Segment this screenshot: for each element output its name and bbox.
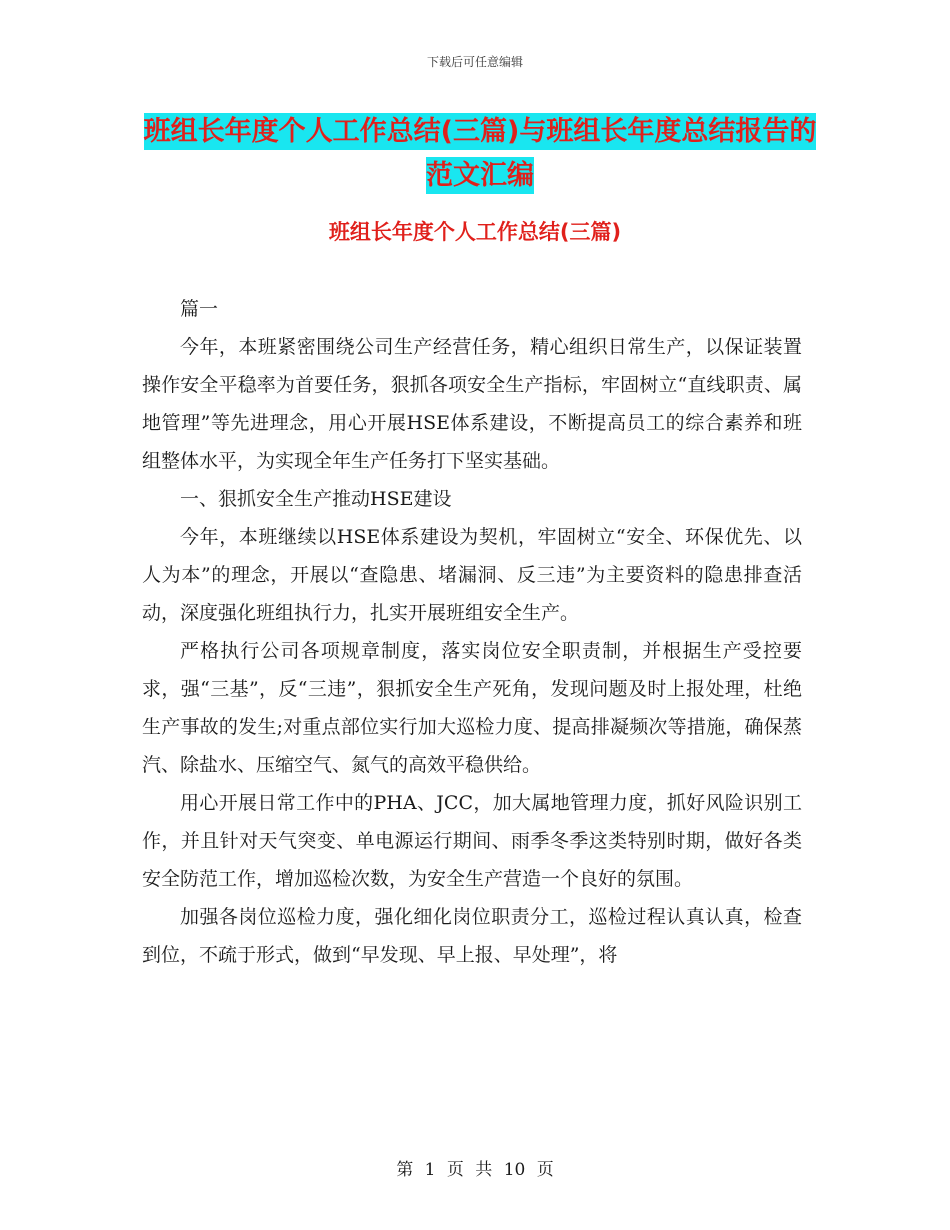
document-body xyxy=(142,290,802,974)
document-title xyxy=(140,110,820,198)
document-title-text: 班组长年度个人工作总结(三篇)与班组长年度总结报告的范文汇编 xyxy=(144,113,817,194)
page-header: 下载后可任意编辑 xyxy=(426,55,523,69)
page-footer: 第 1 页 共 10 页 xyxy=(396,1160,554,1180)
paragraph: 用心开展日常工作中的PHA、JCC，加大属地管理力度，抓好风险识别工作，并且针对天气突变、单电源运行期间、雨季冬季这类特别时期，做好各类安全防范工作，增加巡检次数，为安全生产营造一个良好的氛围。 xyxy=(142,792,802,890)
paragraph: 一、狠抓安全生产推动HSE建设 xyxy=(180,488,452,510)
paragraph: 严格执行公司各项规章制度，落实岗位安全职责制，并根据生产受控要求，强“三基”，反“三违”，狠抓安全生产死角，发现问题及时上报处理，杜绝生产事故的发生;对重点部位实行加大巡检力度、提高排凝频次等措施，确保蒸汽、除盐水、压缩空气、氮气的高效平稳供给。 xyxy=(142,640,802,776)
paragraph: 今年，本班继续以HSE体系建设为契机，牢固树立“安全、环保优先、以人为本”的理念，开展以“查隐患、堵漏洞、反三违”为主要资料的隐患排查活动，深度强化班组执行力，扎实开展班组安全生产。 xyxy=(142,526,802,624)
paragraph: 今年，本班紧密围绕公司生产经营任务，精心组织日常生产，以保证装置操作安全平稳率为首要任务，狠抓各项安全生产指标，牢固树立“直线职责、属地管理”等先进理念，用心开展HSE体系建设，不断提高员工的综合素养和班组整体水平，为实现全年生产任务打下坚实基础。 xyxy=(142,336,802,472)
paragraph: 篇一 xyxy=(180,298,219,320)
paragraph: 加强各岗位巡检力度，强化细化岗位职责分工，巡检过程认真认真，检查到位，不疏于形式，做到“早发现、早上报、早处理”，将 xyxy=(142,906,802,966)
section-title: 班组长年度个人工作总结(三篇) xyxy=(328,220,622,244)
